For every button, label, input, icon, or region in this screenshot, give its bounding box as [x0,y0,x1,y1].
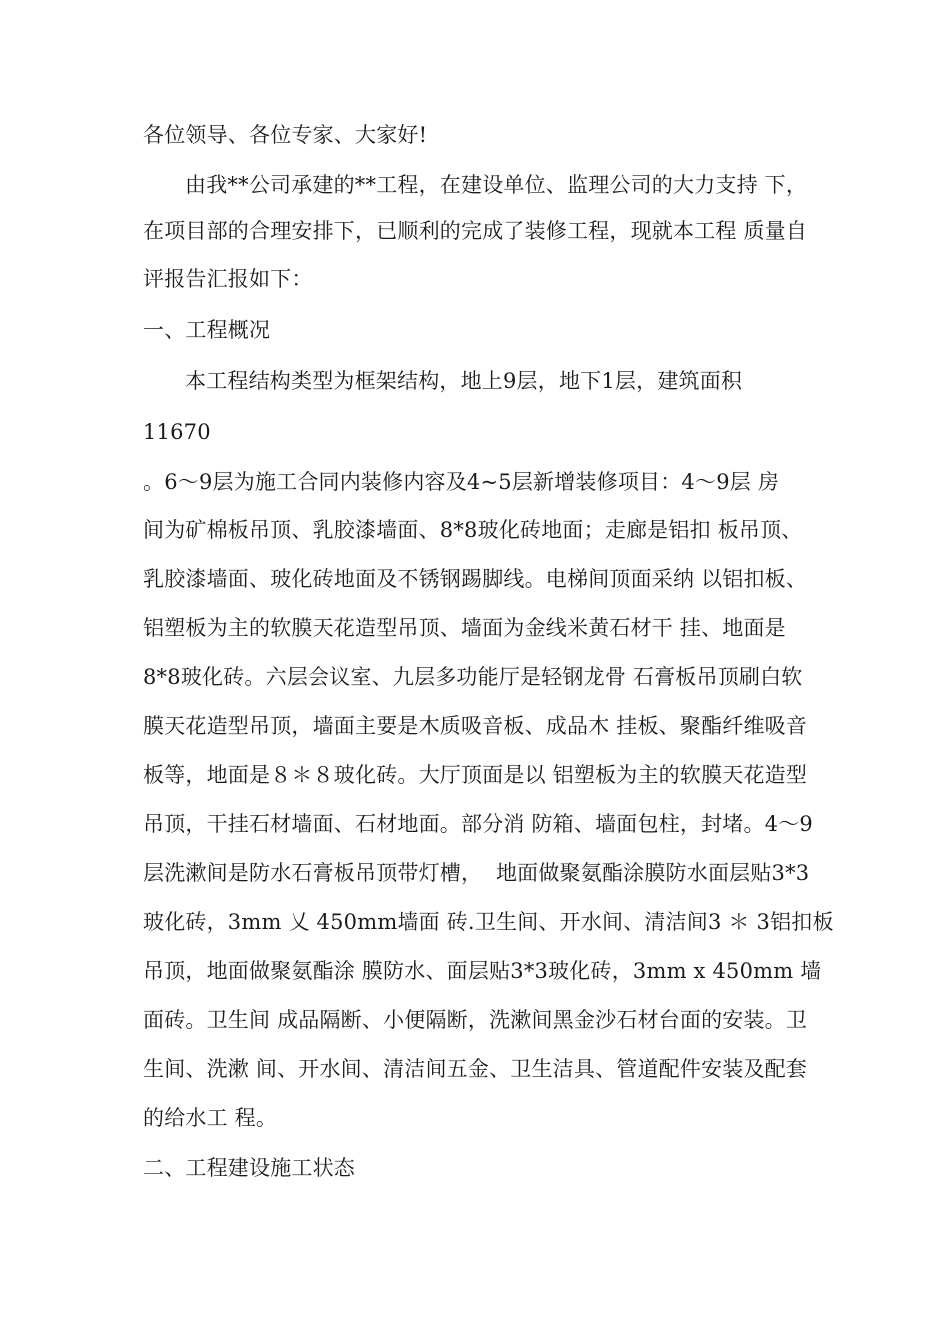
body-line: 吊顶，地面做聚氨酯涂 膜防水、面层贴3*3玻化砖，3mm x 450mm 墙 [143,959,822,983]
body-line: 间为矿棉板吊顶、乳胶漆墙面、8*8玻化砖地面；走廊是铝扣 板吊顶、 [143,518,803,542]
body-line: 面砖。卫生间 成品隔断、小便隔断，洗漱间黑金沙石材台面的安装。卫 [143,1008,808,1032]
body-line: 8*8玻化砖。六层会议室、九层多功能厅是轻钢龙骨 石膏板吊顶刷白软 [143,665,803,689]
body-line: 的给水工 程。 [143,1106,278,1130]
body-line: 玻化砖，3mm 乂 450mm墙面 砖.卫生间、开水间、清洁间3 ＊ 3铝扣板 [143,910,834,934]
intro-line: 在项目部的合理安排下，已顺利的完成了装修工程，现就本工程 质量自 [143,219,808,243]
area-value: 11670 [143,420,211,444]
greeting: 各位领导、各位专家、大家好! [143,123,428,147]
body-line: 层洗漱间是防水石膏板吊顶带灯槽， 地面做聚氨酯涂膜防水面层贴3*3 [143,861,810,885]
body-line: 生间、洗漱 间、开水间、清洁间五金、卫生洁具、管道配件安装及配套 [143,1057,808,1081]
intro-line: 评报告汇报如下： [143,267,313,291]
intro-line: 由我**公司承建的**工程，在建设单位、监理公司的大力支持 下， [185,173,808,197]
body-line: 吊顶，干挂石材墙面、石材地面。部分消 防箱、墙面包柱，封堵。4〜9 [143,812,813,836]
section-heading: 二、工程建设施工状态 [143,1156,355,1180]
section1-lead: 本工程结构类型为框架结构，地上9层，地下1层，建筑面积 [185,369,743,393]
body-line: 。6〜9层为施工合同内装修内容及4~5层新增装修项目：4〜9层 房 [143,470,780,494]
body-line: 乳胶漆墙面、玻化砖地面及不锈钢踢脚线。电梯间顶面采纳 以铝扣板、 [143,567,808,591]
body-line: 板等，地面是８＊８玻化砖。大厅顶面是以 铝塑板为主的软膜天花造型 [143,763,808,787]
body-line: 膜天花造型吊顶，墙面主要是木质吸音板、成品木 挂板、聚酯纤维吸音 [143,714,808,738]
body-line: 铝塑板为主的软膜天花造型吊顶、墙面为金线米黄石材干 挂、地面是 [143,616,786,640]
section-heading: 一、工程概况 [143,318,271,342]
